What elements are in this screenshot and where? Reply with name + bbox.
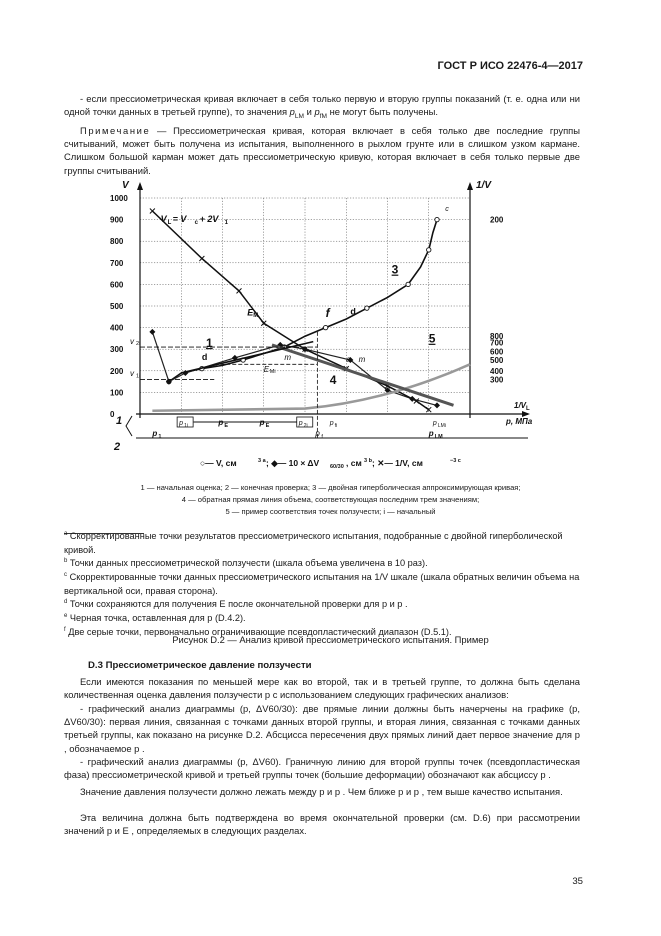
row-label-1: 1 [116, 415, 123, 427]
y-right-label: 1/V [476, 180, 492, 191]
legend-caption-1: 1 — начальная оценка; 2 — конечная проверка; 3 — двойная гиперболическая аппроксимирующая кривая; [140, 483, 521, 492]
y-left-tick: 100 [110, 388, 124, 398]
y-left-tick: 600 [110, 280, 124, 290]
label-plm-sub: LM [434, 434, 443, 440]
legend-v: ○— V, см [200, 458, 237, 468]
y-left-tick: 500 [110, 302, 124, 311]
note-label: Примечание [80, 125, 151, 136]
row-label-2: 2 [114, 441, 121, 453]
inverse-line-4 [269, 345, 454, 405]
legend-dv: ; ◆— 10 × ΔV [266, 458, 320, 468]
footnote-c: $^c$ Скорректированные точки данных прессиометрического испытания на 1/V шкале (шкала обратных величин объема на вертикальной оси, правая сторона). [64, 572, 580, 596]
y-right-tick: 400 [490, 366, 504, 376]
row-bracket [126, 416, 132, 436]
inverse-point [199, 256, 204, 261]
legend-dv-sub: 60/30 [330, 464, 344, 470]
vl-formula: V [160, 213, 167, 224]
label-plm: p [428, 429, 434, 438]
main-curve-point [406, 282, 410, 286]
label-emi-sub: Mi [269, 368, 276, 375]
label-f: f [325, 305, 330, 320]
label-1: 1 [206, 336, 213, 351]
row-box-sub: 1i [184, 423, 189, 429]
label-pf-sub: f [321, 434, 323, 440]
y-left-tick: 900 [110, 215, 124, 225]
label-emi: E [263, 364, 270, 374]
inverse-point [237, 288, 242, 293]
footnote-e: $^e$ Черная точка, оставленная для p (D.4.2). [64, 613, 246, 624]
footnote-f: $^f$ Две серые точки, первоначально ограничивающие псевдопластический диапазон (D.5.1). [64, 627, 452, 638]
label-pe: p [218, 418, 224, 427]
curve-label-3: 3 [391, 262, 399, 277]
label-pe-sub: E [224, 423, 229, 429]
section-para-4: Значение давления ползучести должно лежать между p и p . Чем ближе p и p , тем выше качество испытания. [80, 786, 563, 797]
label-pe-2-sub: E [265, 423, 270, 429]
main-curve-point [365, 306, 369, 310]
label-v1i: v [130, 369, 134, 379]
y-right-tick: 800 [490, 332, 504, 342]
creep-point [434, 402, 440, 408]
legend-inv-sup: −3 c [450, 458, 461, 464]
footnote-a: $^a$ Скорректированные точки результатов прессиометрического испытания, подобранные с двойной гиперболической кривой. [64, 531, 563, 555]
page-number: 35 [572, 876, 583, 887]
label-pe-2: p [259, 418, 265, 427]
label-me: m [284, 353, 292, 362]
label-em-sub: M [253, 312, 259, 319]
section-para-5: Эта величина должна быть подтверждена во время окончательной проверки (см. D.6) при рассмотрении значений p и E , определяемых в следующих разделах. [64, 812, 580, 837]
section-title: D.3 Прессиометрическое давление ползучести [88, 660, 312, 671]
legend-v-sup: 3 a [258, 458, 266, 464]
main-curve-point [435, 217, 439, 221]
legend-caption-3: 5 — пример соответствия точек ползучести; i — начальный [225, 507, 436, 516]
page-header: ГОСТ Р ИСО 22476-4—2017 [437, 60, 583, 72]
row-box-label: p [298, 420, 303, 427]
label-d: d [350, 306, 356, 317]
inv-label: 1/V [514, 401, 527, 410]
y-right-tick: 700 [490, 338, 504, 348]
vl-formula-eq: = V [172, 213, 187, 224]
vl-formula-sub-c: c [194, 219, 198, 226]
y-axis-arrow [137, 182, 143, 190]
y-left-tick: 300 [110, 345, 124, 355]
legend-caption-2: 4 — обратная прямая линия объема, соответствующая последним трем значениям; [181, 495, 480, 504]
chart-grid [140, 198, 470, 414]
footnote-b: $^b$ Точки данных прессиометрической ползучести (шкала объема увеличена в 10 раз). [64, 558, 428, 569]
inverse-point [150, 208, 155, 213]
y-left-tick: 1000 [110, 194, 128, 203]
label-pfi-sub: fi [334, 423, 338, 429]
y-right-tick: 200 [490, 215, 504, 225]
curve-label-5: 5 [428, 331, 436, 346]
label-p1: p [152, 429, 158, 438]
section-para-3: - графический анализ диаграммы (p, ΔV60). Граничную линию для второй группы точек (псевдопластическая фаза) прессиометрической кривой и третьей группы точек (большие деформации) обозначают как абсциссу p . [64, 756, 580, 781]
vl-formula-plus: + 2V [199, 213, 219, 224]
y-left-tick: 200 [110, 366, 124, 376]
y-left-tick: 400 [110, 323, 124, 333]
y-right-tick: 600 [490, 347, 504, 357]
section-para-2: - графический анализ диаграммы (p, ΔV60/30): две прямые линии должны быть начерчены на графике (p, ΔV60/30): первая линия, связанная с точками данных второй группы, и вторая линия, связанная с точками данных третьей группы, как показано на рисунке D.2. Абсцисса пересечения двух прямых линий дает первое значение для p , обозначаемое p . [64, 703, 580, 754]
chart-curves [149, 205, 470, 412]
y-right-tick: 300 [490, 375, 504, 385]
paragraph-1: - если прессиометрическая кривая включает в себя только первую и вторую группы показаний (т. е. одна или ни одной точки данных в третьей группе), то значения $p_{LM}$ и $p_{fM}$ не могут быть получены. [64, 93, 580, 121]
pressuremeter-chart [90, 176, 580, 474]
figure-caption: Рисунок D.2 — Анализ кривой прессиометрического испытания. Пример [172, 634, 489, 645]
inv-label-sub: L [526, 406, 530, 412]
y-left-tick: 800 [110, 237, 124, 247]
label-plmi: p [432, 420, 437, 427]
note-paragraph: Примечание — Прессиометрическая кривая, которая включает в себя только две последние группы считываний, может быть получена из испытания, выполненного в рыхлом грунте или в слишком узком кармане. Слишком большой карман может дать прессиометрическую кривую, которая включает в себя только первые две группы считываний. [64, 125, 580, 176]
y-left-tick: 0 [110, 410, 115, 419]
vl-formula-sub-1: 1 [224, 219, 228, 226]
label-c: c [445, 205, 449, 213]
row-box-label: p [179, 420, 184, 427]
legend-dv-unit: , см [346, 458, 362, 468]
vl-formula-sub: L [167, 219, 172, 226]
main-curve [169, 220, 437, 382]
legend-inv: ; ✕— 1/V, см [372, 458, 423, 468]
y-axis-right-arrow [467, 182, 473, 190]
creep-point [149, 329, 155, 335]
label-a: a [346, 355, 351, 365]
label-pf: p [315, 429, 320, 438]
grey-curve-5 [152, 364, 470, 410]
row-box-sub: 2i [303, 423, 308, 429]
section-para-1: Если имеются показания по меньшей мере как во второй, так и в третьей группе, то должна быть сделана количественная оценка давления ползучести p с использованием следующих графических анализов: [64, 676, 580, 701]
label-p1-sub: 1 [158, 434, 162, 440]
label-d-2: d [201, 352, 208, 362]
y-right-tick: 500 [490, 356, 504, 365]
label-v2i: v [130, 336, 134, 346]
label-em: E [247, 307, 254, 318]
footnote-d: $^d$ Точки сохраняются для получения E после окончательной проверки для p и p . [64, 599, 408, 610]
label-v2i-sub: 2i [136, 340, 141, 347]
label-me-2: m [358, 355, 366, 365]
y-left-label: V [122, 180, 129, 191]
main-curve-point [323, 325, 327, 329]
label-plmi-sub: LMi [437, 423, 446, 429]
legend-dv-sup: 3 b [364, 458, 372, 464]
main-curve-point [427, 248, 431, 252]
label-pfi: p [329, 420, 334, 427]
label-v1i-sub: 1i [136, 373, 141, 380]
x-axis-label: p, МПа [506, 417, 533, 426]
y-left-tick: 700 [110, 258, 124, 268]
curve-label-4: 4 [329, 372, 337, 387]
